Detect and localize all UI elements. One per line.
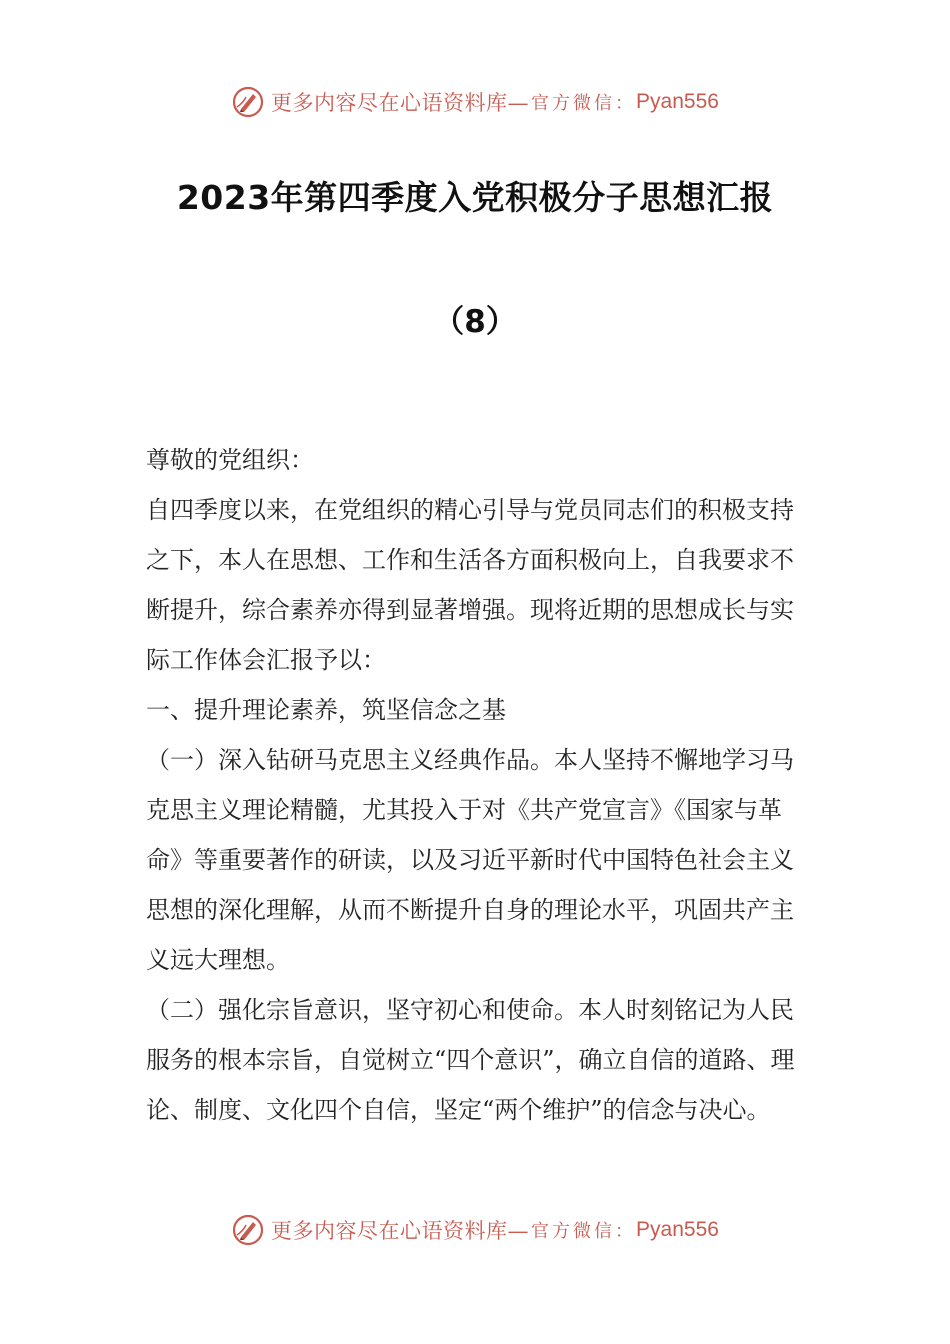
paragraph: （一）深入钻研马克思主义经典作品。本人坚持不懈地学习马克思主义理论精髓，尤其投入于对《共产党宣言》《国家与革命》等重要著作的研读，以及习近平新时代中国特色社会主义思想的深化理解，从而不断提升自身的理论水平，巩固共产主义远大理想。 — [146, 746, 794, 974]
paragraph: 自四季度以来，在党组织的精心引导与党员同志们的积极支持之下，本人在思想、工作和生活各方面积极向上，自我要求不断提升，综合素养亦得到显著增强。现将近期的思想成长与实际工作体会汇报予以： — [146, 496, 794, 674]
banner-text: 更多内容尽在心语资料库— — [271, 91, 530, 115]
document-body — [146, 435, 810, 1135]
salutation: 尊敬的党组织： — [146, 446, 314, 474]
banner-wechat-id: Pyan556 — [636, 90, 719, 113]
paragraph: （二）强化宗旨意识，坚守初心和使命。本人时刻铭记为人民服务的根本宗旨，自觉树立“四个意识”，确立自信的道路、理论、制度、文化四个自信，坚定“两个维护”的信念与决心。 — [146, 996, 795, 1124]
banner-wechat-label: 官方微信： — [531, 1221, 637, 1242]
header-banner — [0, 82, 950, 122]
document-title-number: （8） — [433, 304, 517, 340]
pen-seal-logo-icon — [231, 1213, 265, 1247]
document-title: 2023年第四季度入党积极分子思想汇报 — [176, 178, 774, 217]
banner-text: 更多内容尽在心语资料库— — [271, 1219, 530, 1243]
banner-wechat-label: 官方微信： — [531, 93, 637, 114]
section-heading: 一、提升理论素养，筑坚信念之基 — [146, 696, 506, 724]
banner-wechat-id: Pyan556 — [636, 1218, 719, 1241]
pen-seal-logo-icon — [231, 85, 265, 119]
footer-banner — [0, 1210, 950, 1250]
